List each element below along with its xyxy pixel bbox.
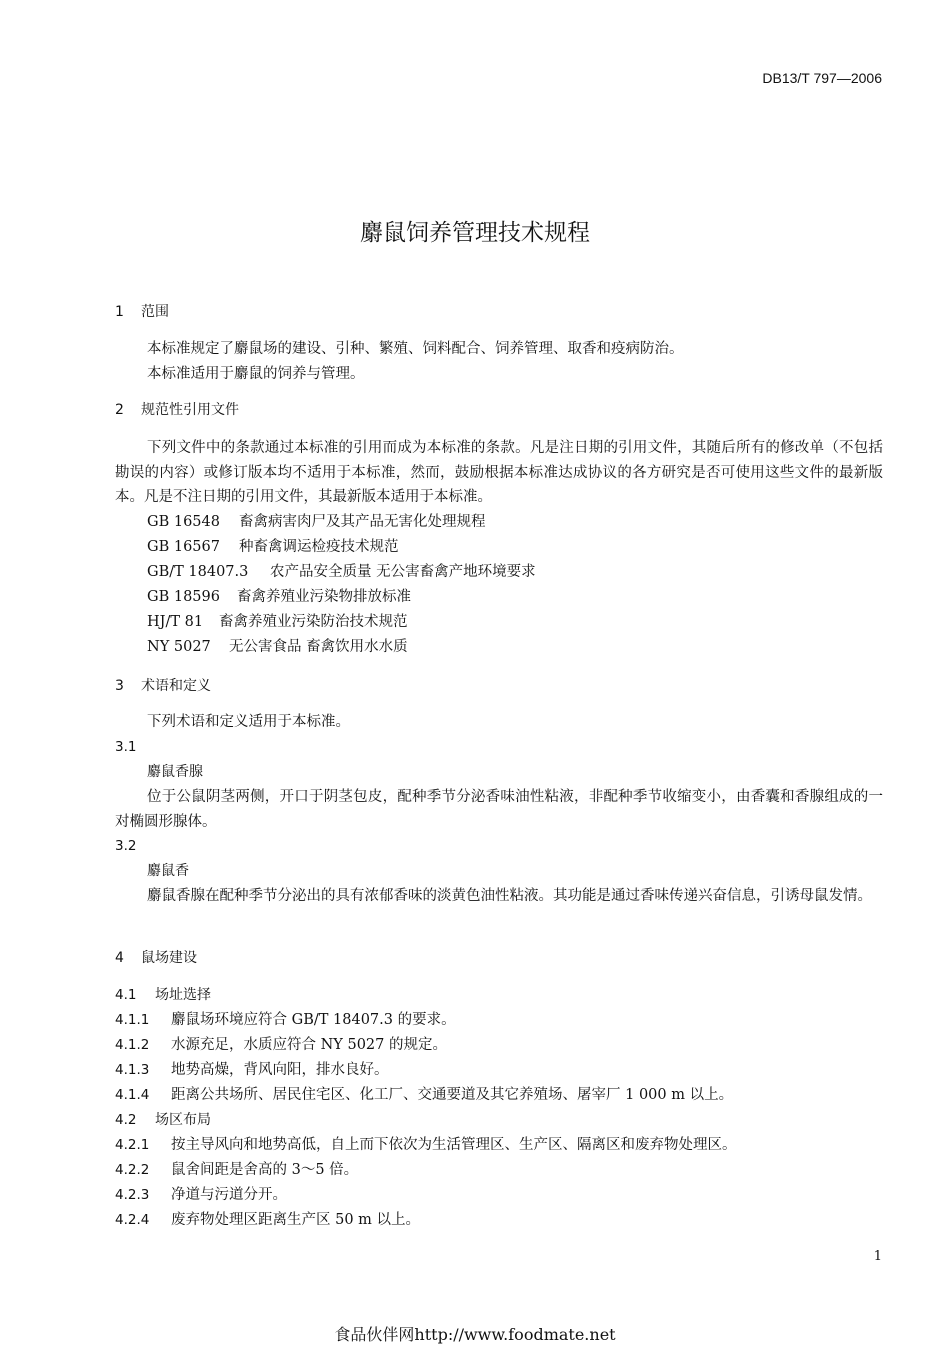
clause-text: 按主导风向和地势高低，自上而下依次为生活管理区、生产区、隔离区和废弃物处理区。 [171,1137,737,1153]
definition-text: 麝鼠香腺在配种季节分泌出的具有浓郁香味的淡黄色油性粘液。其功能是通过香味传递兴奋信息，引诱母鼠发情。 [147,888,872,904]
clause-item [115,1185,287,1205]
section-heading-1 [115,302,169,322]
reference-code: GB/T 18407.3 [147,564,249,580]
clause-number: 4.1.1 [115,1012,150,1028]
reference-item [147,612,408,632]
clause-item [115,1085,733,1105]
subsection-title: 场址选择 [155,987,211,1003]
subsection-number: 4.2 [115,1112,137,1128]
paragraph: 本标准适用于麝鼠的饲养与管理。 [147,366,365,382]
clause-number: 4.2.1 [115,1137,150,1153]
subsection-number: 4.1 [115,987,137,1003]
term-title: 麝鼠香腺 [147,764,203,780]
clause-text: 麝鼠场环境应符合 GB/T 18407.3 的要求。 [171,1012,456,1028]
section-title: 鼠场建设 [141,950,197,966]
footer-watermark: 食品伙伴网http://www.foodmate.net [334,1325,616,1344]
section-number: 2 [115,402,124,418]
section-title: 术语和定义 [141,678,211,694]
term-title: 麝鼠香 [147,863,189,879]
clause-number: 4.1.3 [115,1062,150,1078]
clause-text: 距离公共场所、居民住宅区、化工厂、交通要道及其它养殖场、屠宰厂 1 000 m 以上。 [171,1087,734,1103]
clause-number: 4.2.2 [115,1162,150,1178]
clause-number: 4.2.3 [115,1187,150,1203]
subsection-heading [115,985,211,1005]
reference-title: 农产品安全质量 无公害畜禽产地环境要求 [270,564,536,580]
clause-number: 4.1.2 [115,1037,150,1053]
clause-text: 废弃物处理区距离生产区 50 m 以上。 [171,1212,421,1228]
section-number: 1 [115,304,124,320]
subsection-heading [115,1110,211,1130]
reference-item [147,587,411,607]
section-title: 规范性引用文件 [141,402,239,418]
document-code: DB13/T 797—2006 [762,70,882,86]
reference-code: NY 5027 [147,639,211,655]
subsection-title: 场区布局 [155,1112,211,1128]
reference-item [147,637,408,657]
section-number: 3 [115,678,124,694]
section-title: 范围 [141,304,169,320]
reference-item [147,537,399,557]
clause-text: 鼠舍间距是舍高的 3～5 倍。 [171,1162,359,1178]
definition-text: 位于公鼠阴茎两侧，开口于阴茎包皮，配种季节分泌香味油性粘液，非配种季节收缩变小，由香囊和香腺组成的一对椭圆形腺体。 [115,789,883,830]
clause-item [115,1010,456,1030]
section-number: 4 [115,950,124,966]
term-number: 3.1 [115,739,137,755]
reference-title: 种畜禽调运检疫技术规范 [239,539,399,555]
reference-item [147,562,536,582]
clause-item [115,1060,389,1080]
section-heading-2 [115,400,239,420]
clause-text: 地势高燥，背风向阳，排水良好。 [171,1062,389,1078]
reference-code: GB 18596 [147,589,220,605]
clause-text: 水源充足，水质应符合 NY 5027 的规定。 [171,1037,447,1053]
reference-code: HJ/T 81 [147,614,204,630]
reference-item [147,512,486,532]
paragraph: 下列术语和定义适用于本标准。 [147,714,350,730]
clause-item [115,1135,737,1155]
reference-title: 畜禽养殖业污染防治技术规范 [219,614,408,630]
clause-text: 净道与污道分开。 [171,1187,287,1203]
term-definition [115,884,883,909]
term-number: 3.2 [115,838,137,854]
clause-item [115,1210,420,1230]
clause-item [115,1160,358,1180]
section-heading-4 [115,948,197,968]
paragraph [115,436,883,510]
clause-number: 4.2.4 [115,1212,150,1228]
page-number: 1 [873,1249,882,1264]
section-heading-3 [115,676,211,696]
document-title: 麝鼠饲养管理技术规程 [360,220,590,246]
reference-code: GB 16567 [147,539,220,555]
reference-title: 畜禽病害肉尸及其产品无害化处理规程 [239,514,486,530]
clause-number: 4.1.4 [115,1087,150,1103]
reference-title: 畜禽养殖业污染物排放标准 [237,589,411,605]
paragraph: 本标准规定了麝鼠场的建设、引种、繁殖、饲料配合、饲养管理、取香和疫病防治。 [147,341,684,357]
term-definition [115,785,883,834]
reference-code: GB 16548 [147,514,220,530]
clause-item [115,1035,447,1055]
paragraph-text: 下列文件中的条款通过本标准的引用而成为本标准的条款。凡是注日期的引用文件，其随后所有的修改单（不包括勘误的内容）或修订版本均不适用于本标准，然而，鼓励根据本标准达成协议的各方研究是否可使用这些文件的最新版本。凡是不注日期的引用文件，其最新版本适用于本标准。 [115,440,883,506]
reference-title: 无公害食品 畜禽饮用水水质 [229,639,408,655]
